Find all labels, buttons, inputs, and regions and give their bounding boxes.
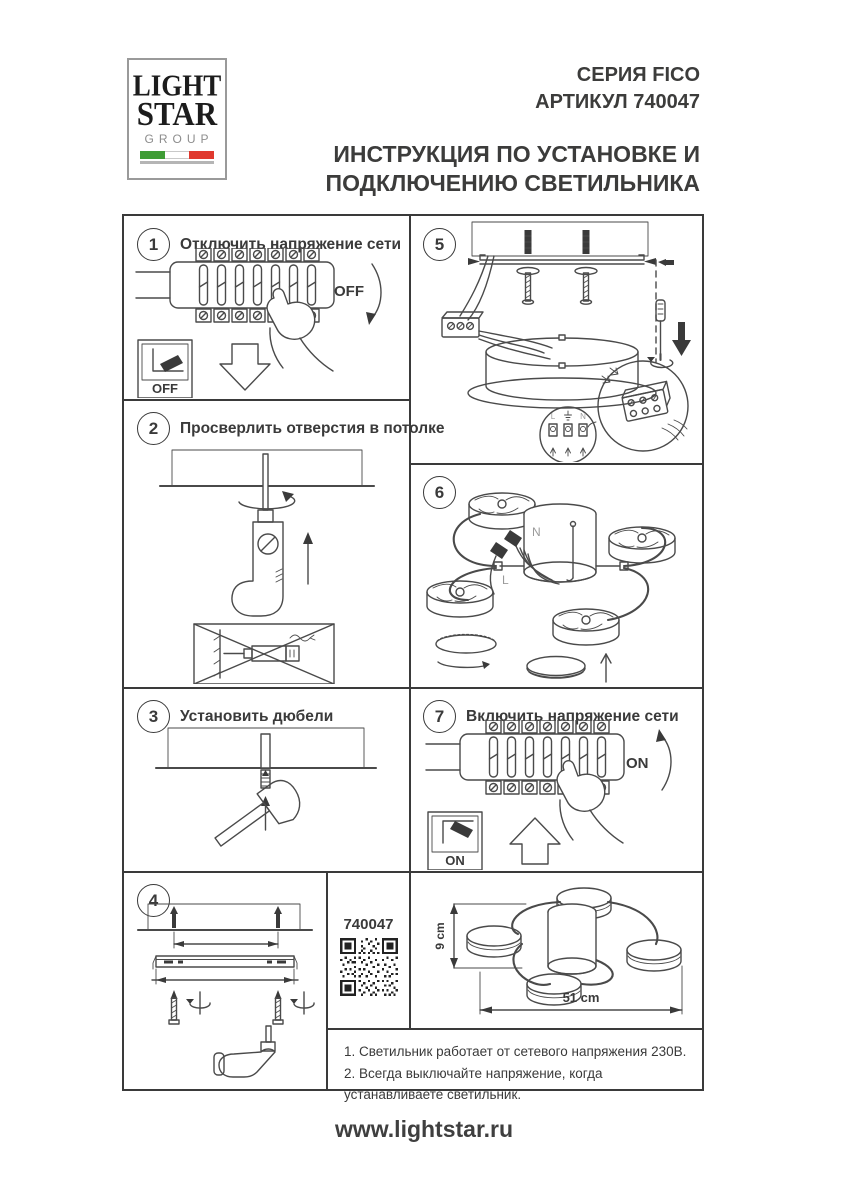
italian-flag-icon — [140, 151, 214, 164]
note-line-1: 1. Светильник работает от сетевого напряжения 230В. — [344, 1044, 687, 1059]
wall-switch-off-icon — [138, 340, 192, 398]
step-6-number: 6 — [423, 476, 456, 509]
screw-left-icon — [169, 990, 179, 1024]
side-screw-icon — [658, 259, 674, 266]
step-1-cell — [124, 216, 410, 400]
screw-right-icon — [273, 990, 283, 1024]
breaker-off-label: OFF — [334, 283, 364, 300]
wire-n-label: N — [532, 525, 541, 539]
product-dimensions-drawing — [410, 872, 702, 1027]
step-2-drill-illustration — [132, 446, 402, 684]
instruction-grid — [122, 214, 704, 1103]
wall-switch-on-icon — [428, 812, 482, 870]
step-1-number: 1 — [137, 228, 170, 261]
step-1-title: Отключить напряжение сети — [180, 236, 402, 253]
dimensions-cell — [410, 872, 702, 1029]
notes-cell — [327, 1029, 702, 1103]
step-7-title: Включить напряжение сети — [466, 708, 679, 725]
qr-cell — [327, 872, 410, 1029]
breaker-on-label: ON — [626, 755, 649, 772]
dim-height-label: 9 cm — [433, 922, 447, 950]
terminal-block-detail — [621, 381, 673, 421]
step-6-assembly-illustration — [410, 470, 702, 688]
header-text — [326, 62, 700, 198]
step-3-number: 3 — [137, 700, 170, 733]
step-3-title: Установить дюбели — [180, 708, 334, 725]
screwdriver-icon — [647, 300, 673, 367]
step-3-cell — [124, 688, 410, 872]
website-url: www.lightstar.ru — [334, 1116, 514, 1142]
hammer-icon — [209, 774, 309, 863]
ring-part-icon — [436, 634, 496, 669]
step-5-cell — [410, 216, 702, 464]
svg-text:N: N — [580, 412, 586, 421]
mount-screw-left — [523, 273, 534, 304]
terminal-detail-small — [549, 411, 587, 456]
article-label: АРТИКУЛ 740047 — [535, 91, 700, 113]
rotate-symbol-left — [186, 992, 210, 1014]
step-4-bracket-illustration — [126, 900, 325, 1087]
step-7-number: 7 — [423, 700, 456, 733]
lightstar-logo — [127, 58, 227, 180]
step-6-cell — [410, 464, 702, 688]
no-wall-drilling-icon — [194, 624, 334, 684]
dim-width-label: 51 cm — [562, 990, 600, 1005]
logo-word-group: GROUP — [144, 132, 214, 147]
step-7-breaker-illustration — [422, 720, 694, 870]
safety-notes — [344, 1041, 702, 1106]
qr-article-number: 740047 — [343, 916, 394, 933]
series-label: СЕРИЯ FICO — [576, 64, 700, 86]
diffuser-disc-icon — [527, 654, 611, 682]
step-5-number: 5 — [423, 228, 456, 261]
svg-text:L: L — [550, 412, 556, 421]
step-1-breaker-illustration — [132, 248, 404, 398]
step-2-title: Просверлить отверстия в потолке — [180, 420, 445, 437]
step-4-number: 4 — [137, 884, 170, 917]
wire-connector-icon — [504, 530, 522, 547]
wire-connector-icon — [490, 542, 508, 559]
qr-code — [340, 938, 398, 996]
wire-l-label: L — [502, 573, 509, 587]
switch-on-label: ON — [445, 853, 465, 868]
step-2-cell — [124, 400, 445, 688]
press-down-arrow — [672, 322, 691, 356]
doc-title: ИНСТРУКЦИЯ ПО УСТАНОВКЕ И ПОДКЛЮЧЕНИЮ СВЕТИЛЬНИКА — [325, 141, 700, 196]
logo-word-light: LIGHT — [132, 67, 222, 103]
screwdriver-gun-icon — [214, 1026, 275, 1077]
mount-screw-right — [581, 273, 592, 304]
rotate-symbol-right — [290, 992, 314, 1014]
logo-word-star: STAR — [136, 94, 218, 133]
step-3-dowel-illustration — [132, 726, 402, 868]
step-7-cell — [410, 688, 702, 872]
note-line-2: 2. Всегда выключайте напряжение, когда устанавливаете светильник. — [344, 1065, 603, 1103]
step-4-cell — [124, 872, 327, 1089]
step-5-mounting-illustration — [410, 216, 702, 462]
step-2-number: 2 — [137, 412, 170, 445]
switch-off-label: OFF — [152, 381, 178, 396]
terminal-block-icon — [442, 312, 483, 337]
